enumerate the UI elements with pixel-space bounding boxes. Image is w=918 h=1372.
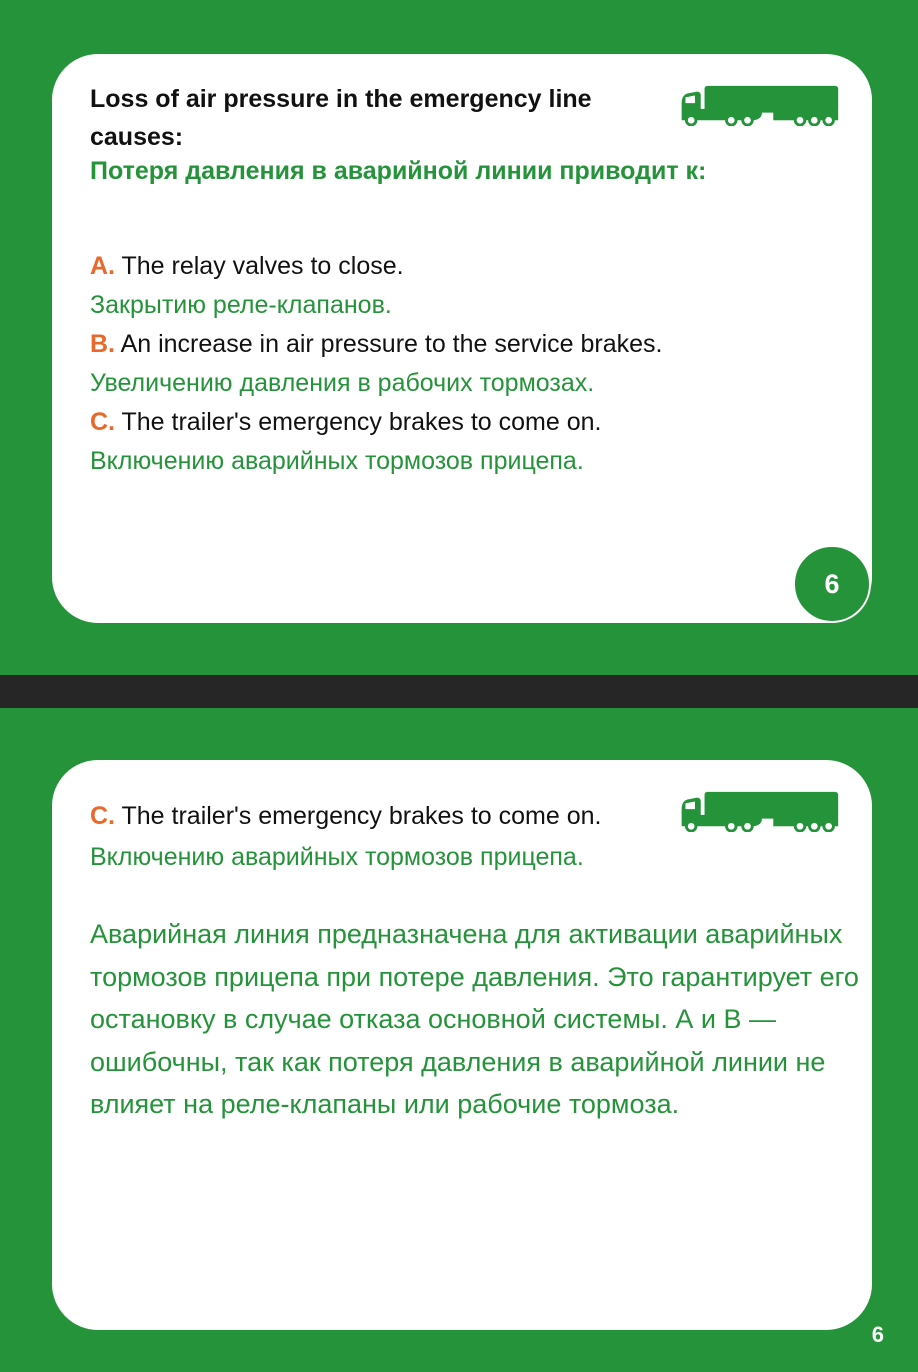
answer-card (52, 760, 872, 1330)
truck-icon (672, 790, 844, 832)
option-letter: B. (90, 330, 115, 358)
question-title-ru: Потеря давления в аварийной линии приводит к: (90, 157, 707, 185)
option-letter: C. (90, 408, 115, 436)
option-a (90, 247, 663, 286)
answer-text-ru: Включению аварийных тормозов прицепа. (90, 843, 584, 871)
question-title-en: Loss of air pressure in the emergency line causes: (90, 85, 592, 151)
option-letter: A. (90, 252, 115, 280)
question-card (52, 54, 872, 623)
option-text-en: The relay valves to close. (121, 252, 404, 280)
answer-en (90, 796, 601, 837)
option-c (90, 403, 663, 442)
option-text-en: An increase in air pressure to the service brakes. (120, 330, 663, 358)
answer (90, 796, 601, 878)
divider-band (0, 675, 918, 708)
answer-letter: C. (90, 802, 115, 830)
option-text-ru: Увеличению давления в рабочих тормозах. (90, 369, 595, 397)
option-text-ru: Включению аварийных тормозов прицепа. (90, 447, 584, 475)
explanation: Аварийная линия предназначена для активации аварийных тормозов прицепа при потере давления. Это гарантирует его остановку в случае отказа основной системы. А и В — ошибочны, так как потеря давления в аварийной линии не влияет на реле-клапаны или рабочие тормоза. (90, 919, 859, 1119)
truck-icon (672, 84, 844, 126)
card-number-badge: 6 (793, 545, 871, 623)
option-text-en: The trailer's emergency brakes to come on. (121, 408, 602, 436)
options-list (90, 247, 663, 481)
option-b (90, 325, 663, 364)
option-text-ru: Закрытию реле-клапанов. (90, 291, 392, 319)
answer-text-en: The trailer's emergency brakes to come on. (121, 802, 602, 830)
page-number: 6 (871, 1322, 884, 1347)
